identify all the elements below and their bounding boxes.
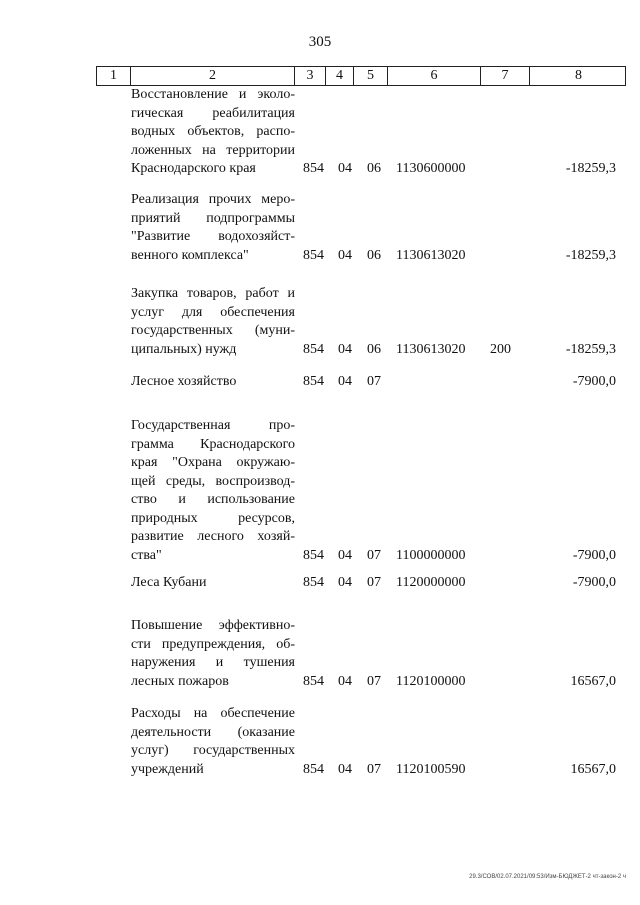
row-section: 04	[338, 575, 352, 590]
header-col-8: 8	[575, 68, 582, 83]
row-name-line: ложенных на территории	[131, 142, 295, 158]
table-row	[0, 417, 640, 565]
row-name-line: государственных (муни-	[131, 323, 295, 338]
header-col-7: 7	[481, 67, 530, 85]
row-name	[131, 191, 295, 265]
row-section: 04	[338, 341, 352, 357]
row-amount: -7900,0	[572, 575, 616, 590]
header-col-1: 1	[97, 67, 131, 85]
row-name-line: Расходы на обеспечение	[131, 706, 295, 721]
row-amount: 16567,0	[570, 673, 616, 689]
row-name-line: щей среды, воспроизвод-	[131, 473, 295, 489]
row-name-line: Краснодарского края	[131, 161, 256, 176]
row-target-article: 1130600000	[396, 161, 466, 176]
row-amount: 16567,0	[570, 761, 616, 777]
row-amount: -18259,3	[565, 161, 616, 176]
row-code: 854	[303, 247, 324, 263]
row-target-article: 1130613020	[396, 341, 466, 357]
table-row	[0, 191, 640, 265]
row-amount: -18259,3	[565, 247, 616, 263]
row-name-line: деятельности (оказание	[131, 724, 295, 740]
row-code: 854	[303, 374, 324, 389]
row-subsection: 07	[367, 547, 381, 563]
row-name-line: Закупка товаров, работ и	[131, 286, 295, 301]
row-name-line: ства"	[131, 547, 162, 563]
row-amount: -7900,0	[572, 547, 616, 563]
row-target-article: 1120000000	[396, 575, 466, 590]
table-header	[96, 66, 626, 86]
row-name-line: лесных пожаров	[131, 673, 229, 689]
row-subsection: 07	[367, 673, 381, 689]
header-col-3: 3	[295, 67, 326, 85]
row-subsection: 06	[367, 341, 381, 357]
row-target-article: 1100000000	[396, 547, 466, 563]
row-name	[131, 705, 295, 779]
row-name-line: Повышение эффективно-	[131, 618, 295, 633]
row-code: 854	[303, 161, 324, 176]
footer-stamp: 29.3/СОВ/02.07.2021/09:53/Изм-БЮДЖЕТ-2 чт-закон-2 ч	[469, 874, 626, 880]
row-name-line: наружения и тушения	[131, 655, 295, 670]
row-name-line: края "Охрана окружаю-	[131, 455, 295, 470]
row-name-line: Государственная про-	[131, 418, 295, 433]
header-col-6: 6	[388, 67, 481, 85]
table-row	[0, 574, 640, 593]
row-target-article: 1120100000	[396, 673, 466, 689]
row-name-line: услуг) государственных	[131, 743, 295, 758]
row-code: 854	[303, 547, 324, 563]
row-section: 04	[338, 761, 352, 777]
row-name-line: сти предупреждения, об-	[131, 636, 295, 652]
row-subsection: 06	[367, 161, 381, 176]
row-expense-type: 200	[490, 341, 511, 357]
table-row	[0, 373, 640, 392]
row-name	[131, 574, 295, 593]
row-name-line: Восстановление и эколо-	[131, 87, 295, 102]
row-name-line: гическая реабилитация	[131, 105, 295, 121]
row-name	[131, 285, 295, 359]
row-name-line: Реализация прочих меро-	[131, 192, 295, 207]
row-name-line: ство и использование	[131, 492, 295, 507]
row-section: 04	[338, 547, 352, 563]
row-code: 854	[303, 761, 324, 777]
table-row	[0, 617, 640, 691]
table-row	[0, 705, 640, 779]
row-name-line: водных объектов, распо-	[131, 124, 295, 139]
row-target-article: 1130613020	[396, 247, 466, 263]
row-name-line: "Развитие водохозяйст-	[131, 229, 295, 244]
row-name-line: Лесное хозяйство	[131, 374, 237, 389]
header-col-5: 5	[354, 67, 388, 85]
row-name-line: грамма Краснодарского	[131, 436, 295, 452]
row-subsection: 07	[367, 761, 381, 777]
row-subsection: 06	[367, 247, 381, 263]
table-row	[0, 285, 640, 359]
row-name-line: венного комплекса"	[131, 247, 249, 263]
row-name-line: природных ресурсов,	[131, 510, 295, 526]
row-name-line: развитие лесного хозяй-	[131, 529, 295, 544]
row-section: 04	[338, 374, 352, 389]
row-subsection: 07	[367, 575, 381, 590]
row-subsection: 07	[367, 374, 381, 389]
row-section: 04	[338, 673, 352, 689]
row-target-article: 1120100590	[396, 761, 466, 777]
row-name-line: приятий подпрограммы	[131, 210, 295, 226]
header-col-2: 2	[131, 67, 295, 85]
row-code: 854	[303, 575, 324, 590]
row-name	[131, 617, 295, 691]
row-section: 04	[338, 247, 352, 263]
row-name-line: учреждений	[131, 761, 204, 777]
row-code: 854	[303, 341, 324, 357]
row-section: 04	[338, 161, 352, 176]
row-name-line: ципальных) нужд	[131, 341, 237, 357]
page-number: 305	[308, 34, 332, 50]
row-name	[131, 373, 295, 392]
row-name	[131, 417, 295, 565]
row-name-line: Леса Кубани	[131, 575, 207, 590]
table-row	[0, 86, 640, 179]
header-col-4: 4	[326, 67, 354, 85]
row-amount: -7900,0	[572, 374, 616, 389]
row-amount: -18259,3	[565, 341, 616, 357]
row-name	[131, 86, 295, 179]
row-code: 854	[303, 673, 324, 689]
row-name-line: услуг для обеспечения	[131, 304, 295, 320]
